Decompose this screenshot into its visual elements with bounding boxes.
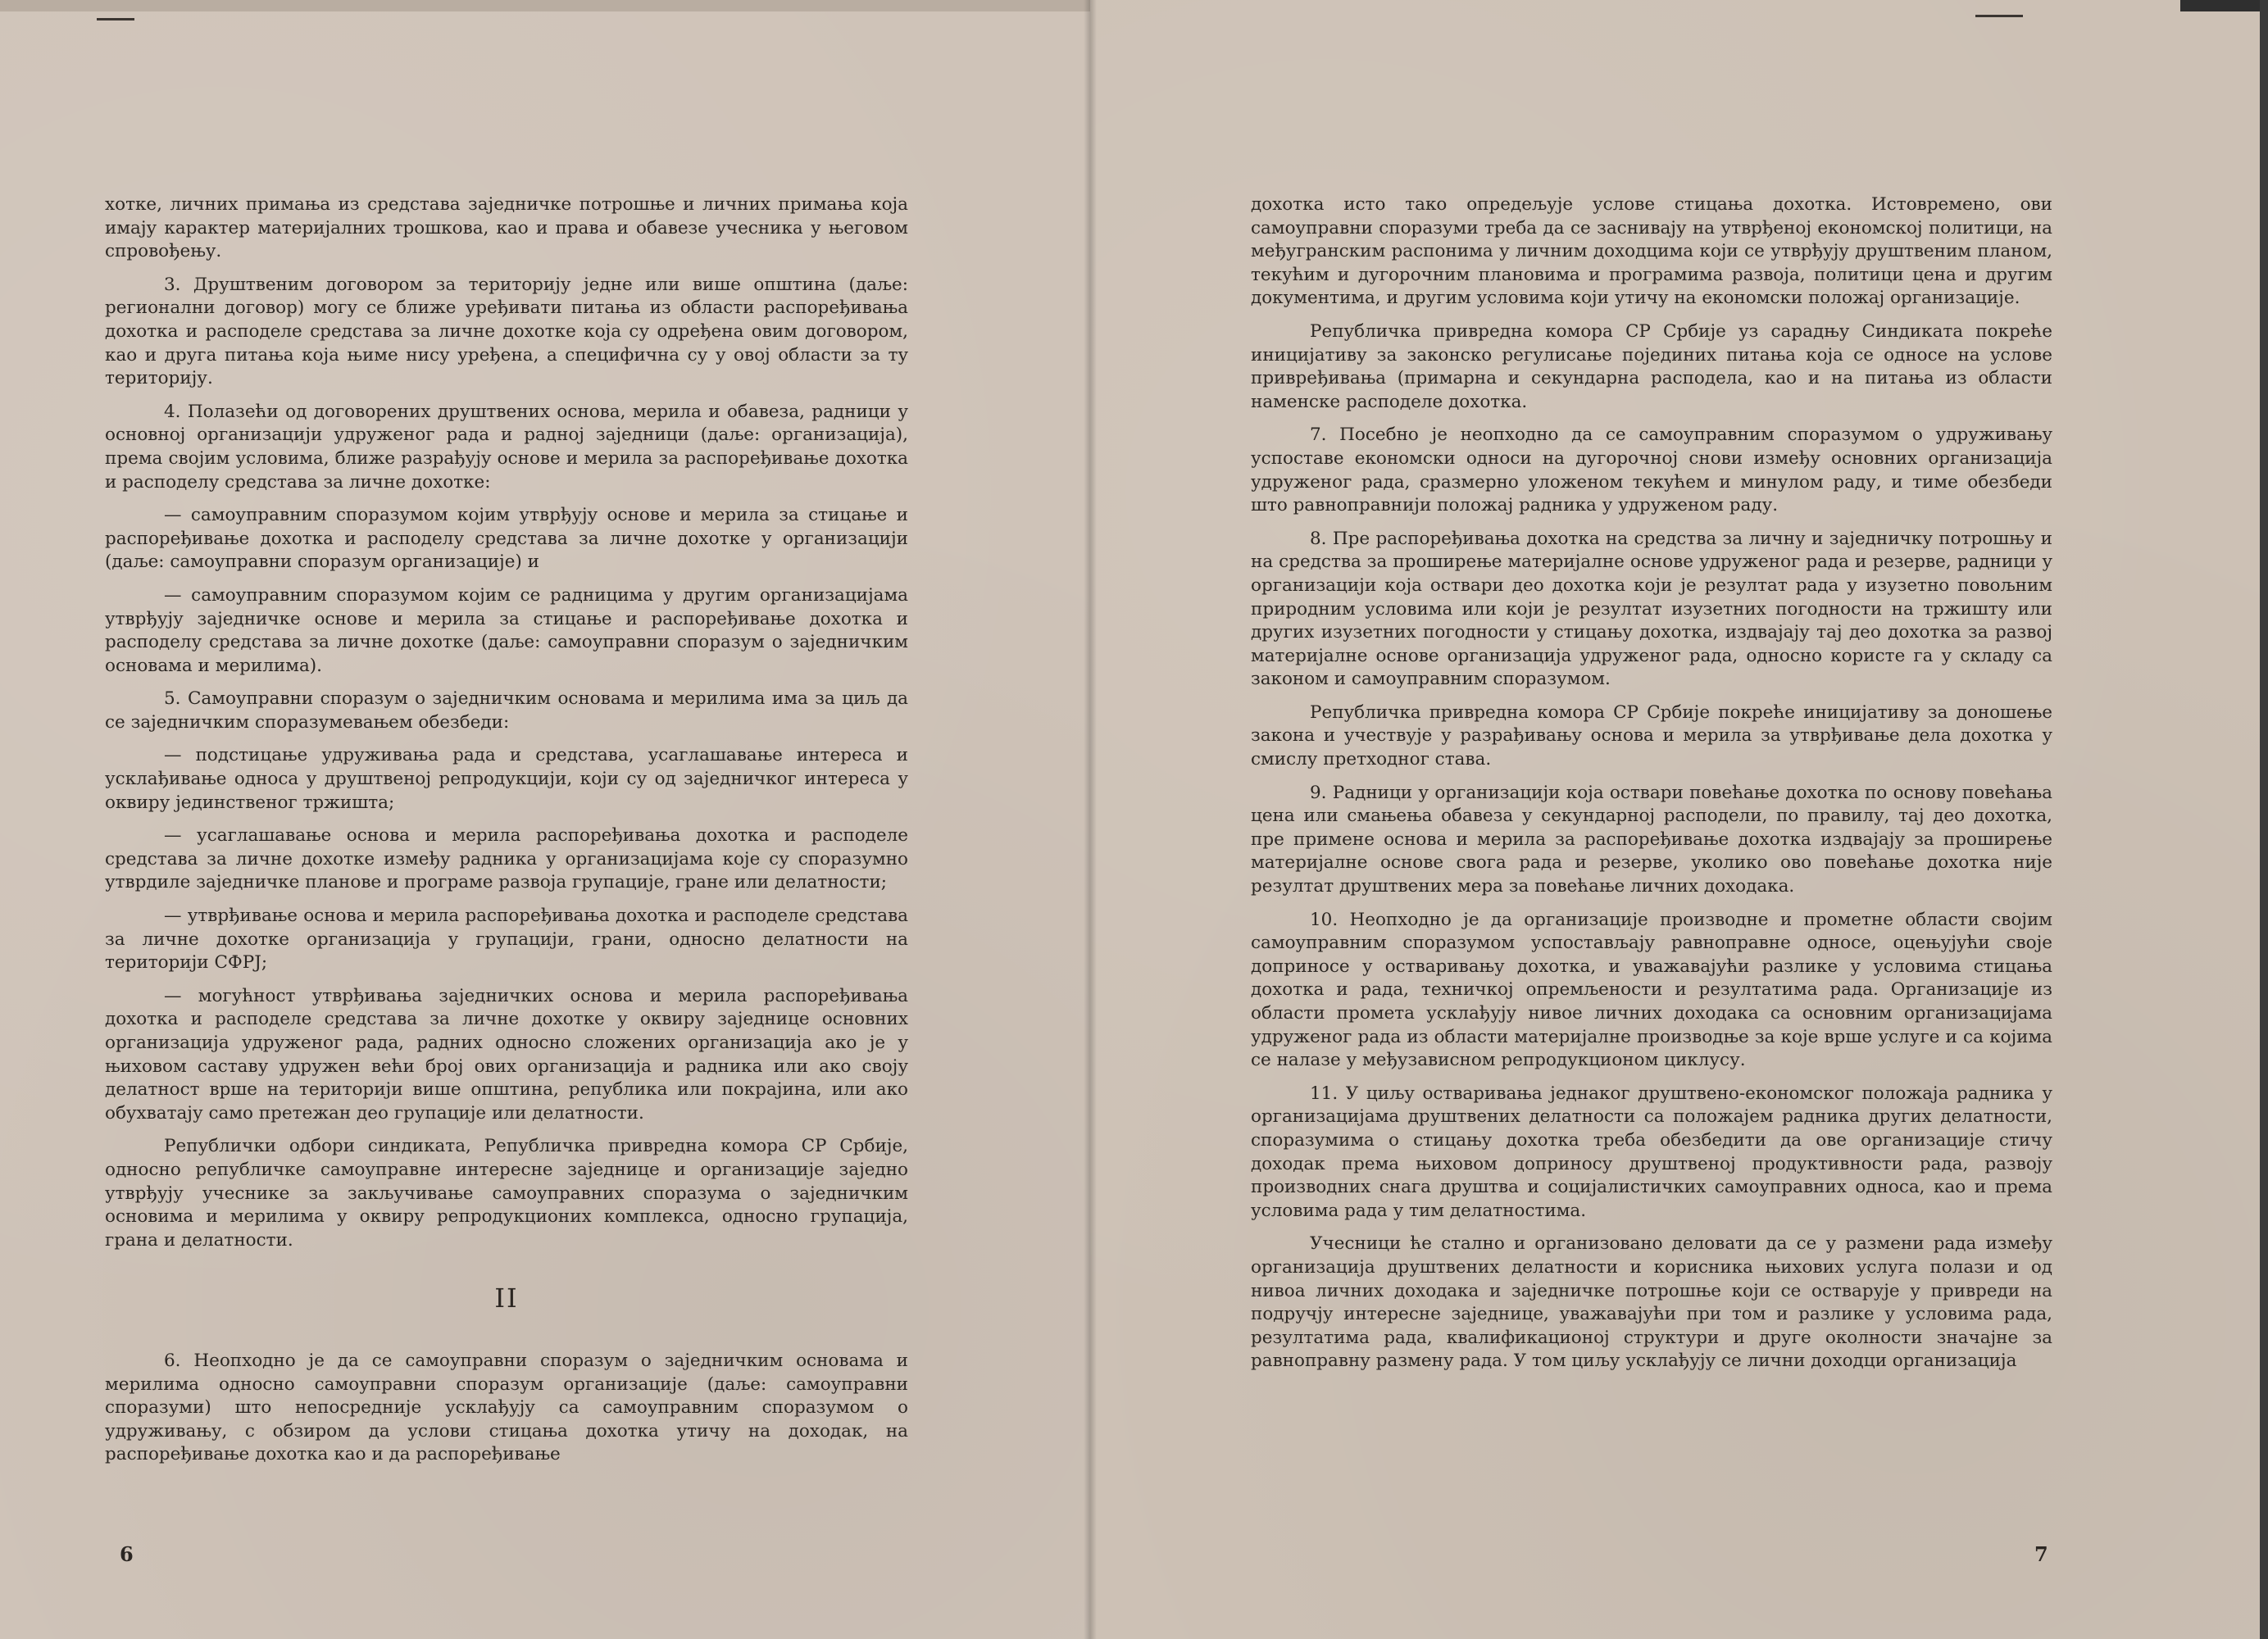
right-page <box>1090 0 2268 1639</box>
list-item: — самоуправним споразумом којим се радницима у другим организацијама утврђују заједничке основе и мерила за стицање и распоређивање дохотка и расподелу средстава за личне дохотке (даље: самоуправни споразум о заједничким основама и мерилима). <box>105 584 908 676</box>
list-item: — могућност утврђивања заједничких основа и мерила распоређивања дохотка и расподеле средстава за личне дохотке у оквиру заједнице основних организација удруженог рада, радних односно сложених организација ако је у њиховом саставу удружен већи број ових организација и радника или ако своју делатност врше на територији више општина, република или покрајина, или ако обухватају само претежан део групације или делатности. <box>105 985 908 1124</box>
page-number: 7 <box>2034 1542 2048 1566</box>
list-item: — утврђивање основа и мерила распоређивања дохотка и расподеле средстава за личне дохотке организација у групацији, грани, односно делатности на територији СФРЈ; <box>105 906 908 974</box>
left-text-column <box>105 193 908 1477</box>
paragraph: хотке, личних примања из средстава заједничке потрошње и личних примања која имају карактер материјалних трошкова, као и права и обавезе учесника у његовом спровођењу. <box>105 194 908 262</box>
book-gutter <box>1084 0 1097 1639</box>
list-item: — подстицање удруживања рада и средстава, усаглашавање интереса и усклађивање односа у друштвеној репродукцији, који су од заједничког интереса у оквиру јединственог тржишта; <box>105 745 908 813</box>
paragraph: 8. Пре распоређивања дохотка на средства за личну и заједничку потрошњу и на средства за проширење материјалне основе удруженог рада и резерве, радници у организацији која оствари део дохотка који је резултат рада у изузетно повољним природним условима или који је резултат изузетних погодности на тржишту или других изузетних погодности у стицању дохотка, издвајају тај део дохотка за развој материјалне основе организација удруженог рада, односно користе га у складу са законом и самоуправним споразумом. <box>1251 528 2052 690</box>
page-top-edge <box>0 0 1090 11</box>
paragraph: Републички одбори синдиката, Републичка привредна комора СР Србије, односно републичке самоуправне интересне заједнице и организације заједно утврђују учеснике за закључивање самоуправних споразума о заједничким основима и мерилима у оквиру репродукционих комплекса, односно групација, грана и делатности. <box>105 1136 908 1251</box>
section-heading: II <box>494 1283 519 1314</box>
paragraph: дохотка исто тако опредељује услове стицања дохотка. Истовремено, ови самоуправни споразуми треба да се заснивају на утврђеној економској политици, на међугранским распонима у личним доходцима који се утврђују друштвеним планом, текућим и дугорочним плановима и програмима развоја, политици цена и другим документима, и другим условима који утичу на економски положај организације. <box>1251 194 2052 309</box>
paragraph: 6. Неопходно је да се самоуправни споразум о заједничким основама и мерилима односно самоуправни споразум организације (даље: самоуправни споразуми) што непосредније усклађују са самоуправним споразумом о удруживању, с обзиром да услови стицања дохотка утичу на доходак, на распоређивање дохотка као и да распоређивање <box>105 1350 908 1465</box>
corner-mark <box>97 18 134 20</box>
paragraph: 7. Посебно је неопходно да се самоуправним споразумом о удруживању успоставе економски односи на дугорочној снови између основних организација удруженог рада, сразмерно уложеном текућем и минулом раду, и тиме обезбеди што равноправнији положај радника у удруженом раду. <box>1251 425 2052 516</box>
paragraph: 3. Друштвеним договором за територију једне или више општина (даље: регионални договор) могу се ближе уређивати питања из области распоређивања дохотка и расподеле средстава за личне дохотке која су одређена овим договором, као и друга питања која њиме нису уређена, а специфична су у овој области за ту територију. <box>105 274 908 389</box>
paragraph: 9. Радници у организацији која оствари повећање дохотка по основу повећања цена или смањења обавеза у секундарној расподели, по правилу, тај део дохотка, пре примене основа и мерила за распоређивање дохотка издвајају за проширење материјалне основе свога рада и резерве, уколико ово повећање дохотка није резултат друштвених мера за повећање личних доходака. <box>1251 782 2052 897</box>
paragraph: Учесници ће стално и организовано деловати да се у размени рада између организација друштвених делатности и корисника њихових услуга полази и од нивоа личних доходака и заједничке потрошње који се остварује у привреди на подручју интересне заједнице, уважавајући при том и разлике у условима рада, резултатима рада, квалификационој структури и друге околности значајне за равноправну размену рада. У том циљу усклађују се лични доходци организација <box>1251 1233 2052 1372</box>
paragraph: Републичка привредна комора СР Србије покреће иницијативу за доношење закона и учествује у разрађивању основа и мерила за утврђивање дела дохотка у смислу претходног става. <box>1251 701 2052 770</box>
paragraph: 11. У циљу остваривања једнаког друштвено-економског положаја радника у организацијама друштвених делатности са положајем радника других делатности, споразумима о стицању дохотка треба обезбедити да ове организације стичу доходак према њиховом доприносу друштвеној продуктивности рада, развоју производних снага друштва и социјалистичких самоуправних односа, као и према условима рада у тим делатностима. <box>1251 1083 2052 1221</box>
paragraph: 5. Самоуправни споразум о заједничким основама и мерилима има за циљ да се заједничким споразумевањем обезбеди: <box>105 688 908 733</box>
list-item: — самоуправним споразумом којим утврђују основе и мерила за стицање и распоређивање дохотка и расподелу средстава за личне дохотке у организацији (даље: самоуправни споразум организације) и <box>105 505 908 573</box>
corner-mark <box>1975 15 2023 17</box>
page-number: 6 <box>120 1542 134 1566</box>
list-item: — усаглашавање основа и мерила распоређивања дохотка и расподеле средстава за личне дохотке између радника у организацијама које су споразумно утврдиле заједничке планове и програме развоја групације, гране или делатности; <box>105 825 908 893</box>
paragraph: 4. Полазећи од договорених друштвених основа, мерила и обавеза, радници у основној организацији удруженог рада и радној заједници (даље: организација), према својим условима, ближе разрађују основе и мерила за распоређивање дохотка и расподелу средстава за личне дохотке: <box>105 401 908 493</box>
left-page <box>0 0 1090 1639</box>
scan-edge <box>2260 0 2268 1639</box>
right-text-column <box>1251 193 2052 1383</box>
paragraph: 10. Неопходно је да организације производне и прометне области својим самоуправним споразумом успостављају равноправне односе, оцењујући своје доприносе у остваривању дохотка, и уважавајући разлике у условима стицања дохотка и рада, техничкој опремљености и резултатима рада. Организације из области промета усклађују нивое личних доходака са основним организацијама удруженог рада из области материјалне производње за које врше услуге и са којима се налазе у међузависном репродукционом циклусу. <box>1251 909 2052 1071</box>
page-top-edge <box>2180 0 2268 11</box>
paragraph: Републичка привредна комора СР Србије уз сарадњу Синдиката покреће иницијативу за законско регулисање појединих питања која се односе на услове привређивања (примарна и секундарна расподела, као и на питања из области наменске расподеле дохотка. <box>1251 320 2052 412</box>
